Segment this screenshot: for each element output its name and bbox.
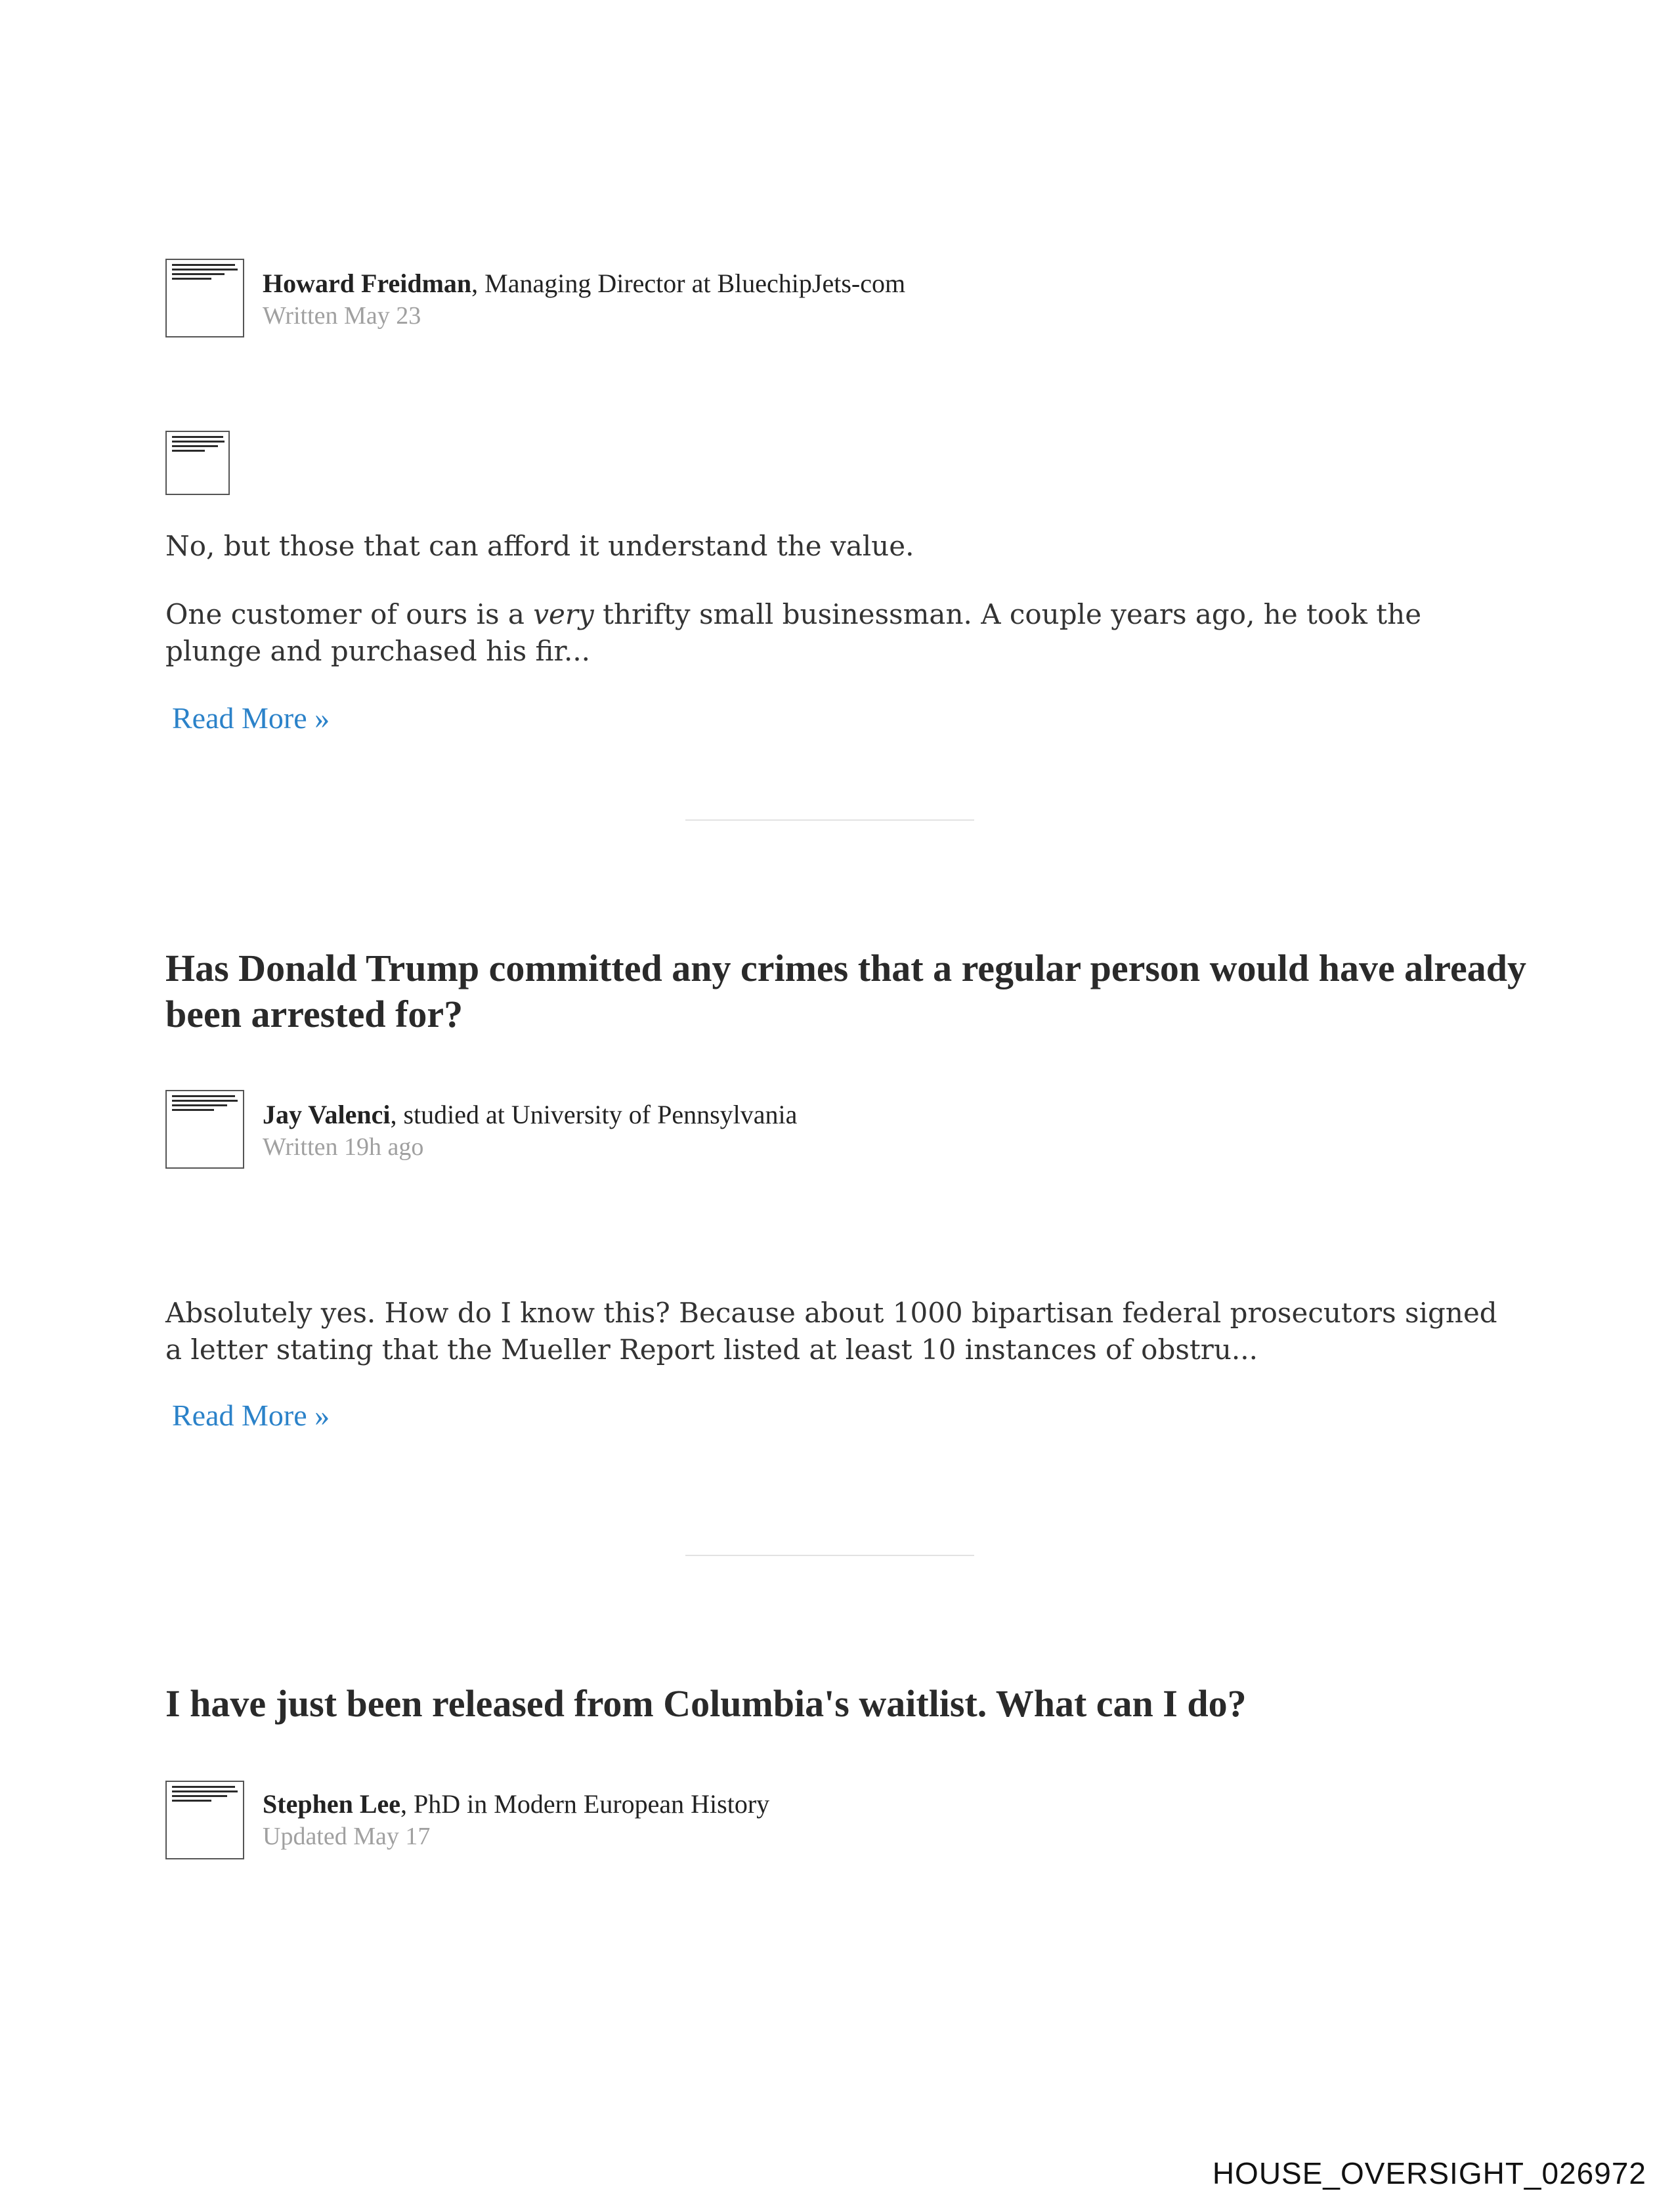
author-avatar[interactable] bbox=[165, 1781, 244, 1859]
divider bbox=[685, 819, 974, 821]
author-credential: , Managing Director at BluechipJets-com bbox=[471, 269, 906, 298]
author-name[interactable]: Stephen Lee bbox=[263, 1789, 400, 1819]
broken-image-icon bbox=[172, 1095, 238, 1114]
author-avatar[interactable] bbox=[165, 259, 244, 337]
read-more-link[interactable]: Read More » bbox=[172, 1399, 330, 1432]
emphasis-text: very bbox=[533, 598, 594, 630]
author-credential: , PhD in Modern European History bbox=[400, 1789, 770, 1819]
answer-body bbox=[165, 528, 1511, 670]
author-line bbox=[263, 268, 905, 299]
answer-text: One customer of ours is a bbox=[165, 598, 534, 630]
author-credential: , studied at University of Pennsylvania bbox=[390, 1100, 798, 1129]
author-line bbox=[263, 1099, 797, 1131]
divider bbox=[685, 1555, 974, 1556]
answer-paragraph: No, but those that can afford it understand the value. bbox=[165, 530, 914, 562]
answer-image bbox=[165, 431, 230, 495]
answer-paragraph: Absolutely yes. How do I know this? Because about 1000 bipartisan federal prosecutors signed a letter stating that the Mueller Report listed at least 10 instances of obstru... bbox=[165, 1297, 1497, 1366]
question-title[interactable]: Has Donald Trump committed any crimes that a regular person would have already been arrested for? bbox=[165, 947, 1526, 1035]
question-title[interactable]: I have just been released from Columbia's waitlist. What can I do? bbox=[165, 1682, 1247, 1725]
author-line bbox=[263, 1789, 769, 1820]
answer-paragraph bbox=[165, 596, 1511, 670]
author-name[interactable]: Howard Freidman bbox=[263, 269, 472, 298]
broken-image-icon bbox=[172, 1786, 238, 1804]
answer-text: thrifty small businessman. A couple years ago, he took the plunge and purchased his fir... bbox=[165, 598, 1422, 667]
author-name[interactable]: Jay Valenci bbox=[263, 1100, 391, 1129]
author-avatar[interactable] bbox=[165, 1090, 244, 1169]
answer-date[interactable]: Updated May 17 bbox=[263, 1823, 431, 1850]
answer-body bbox=[165, 1295, 1511, 1368]
document-id: HOUSE_OVERSIGHT_026972 bbox=[1212, 2156, 1646, 2190]
read-more-link[interactable]: Read More » bbox=[172, 701, 330, 735]
broken-image-icon bbox=[172, 264, 238, 282]
answer-date[interactable]: Written 19h ago bbox=[263, 1133, 424, 1161]
answer-date[interactable]: Written May 23 bbox=[263, 302, 421, 330]
broken-image-icon bbox=[172, 436, 225, 454]
